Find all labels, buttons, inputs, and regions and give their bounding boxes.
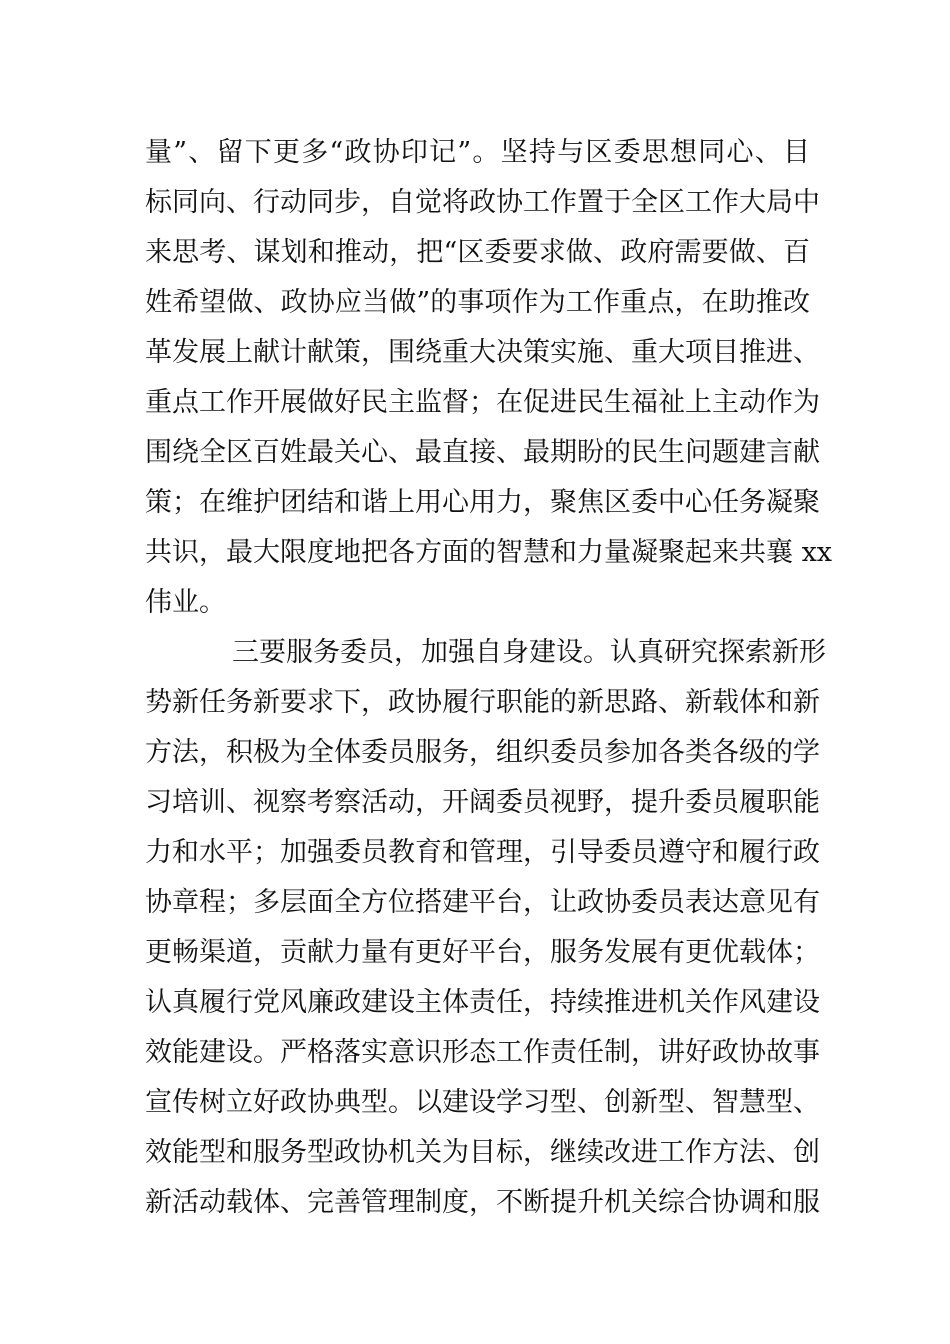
text-line: 更畅渠道，贡献力量有更好平台，服务发展有更优载体； bbox=[145, 937, 820, 968]
text-line: 革发展上献计献策，围绕重大决策实施、重大项目推进、 bbox=[145, 337, 820, 368]
text-line: 效能建设。严格落实意识形态工作责任制，讲好政协故事 bbox=[145, 1037, 820, 1068]
paragraph-1 bbox=[145, 128, 833, 628]
text-line: 量”、留下更多“政协印记”。坚持与区委思想同心、目 bbox=[145, 137, 810, 168]
paragraph-2 bbox=[145, 628, 826, 1228]
text-line: 势新任务新要求下，政协履行职能的新思路、新载体和新 bbox=[145, 687, 820, 718]
text-line: 来思考、谋划和推动，把“区委要求做、政府需要做、百 bbox=[145, 237, 810, 268]
text-line: 力和水平；加强委员教育和管理，引导委员遵守和履行政 bbox=[145, 837, 820, 868]
text-line: 伟业。 bbox=[145, 587, 226, 618]
text-line: 共识，最大限度地把各方面的智慧和力量凝聚起来共襄 xx bbox=[145, 537, 833, 568]
text-line: 三要服务委员，加强自身建设。认真研究探索新形 bbox=[232, 637, 826, 668]
text-line: 认真履行党风廉政建设主体责任，持续推进机关作风建设 bbox=[145, 987, 820, 1018]
text-line: 效能型和服务型政协机关为目标，继续改进工作方法、创 bbox=[145, 1137, 820, 1168]
text-line: 围绕全区百姓最关心、最直接、最期盼的民生问题建言献 bbox=[145, 437, 820, 468]
text-line: 协章程；多层面全方位搭建平台，让政协委员表达意见有 bbox=[145, 887, 820, 918]
text-line: 习培训、视察考察活动，开阔委员视野，提升委员履职能 bbox=[145, 787, 820, 818]
text-line: 新活动载体、完善管理制度，不断提升机关综合协调和服 bbox=[145, 1187, 820, 1218]
text-line: 宣传树立好政协典型。以建设学习型、创新型、智慧型、 bbox=[145, 1087, 820, 1118]
body-text bbox=[145, 128, 833, 1228]
text-line: 标同向、行动同步，自觉将政协工作置于全区工作大局中 bbox=[145, 187, 820, 218]
text-line: 方法，积极为全体委员服务，组织委员参加各类各级的学 bbox=[145, 737, 820, 768]
text-line: 重点工作开展做好民主监督；在促进民生福祉上主动作为 bbox=[145, 387, 820, 418]
text-line: 策；在维护团结和谐上用心用力，聚焦区委中心任务凝聚 bbox=[145, 487, 820, 518]
text-line: 姓希望做、政协应当做”的事项作为工作重点，在助推改 bbox=[145, 287, 810, 318]
